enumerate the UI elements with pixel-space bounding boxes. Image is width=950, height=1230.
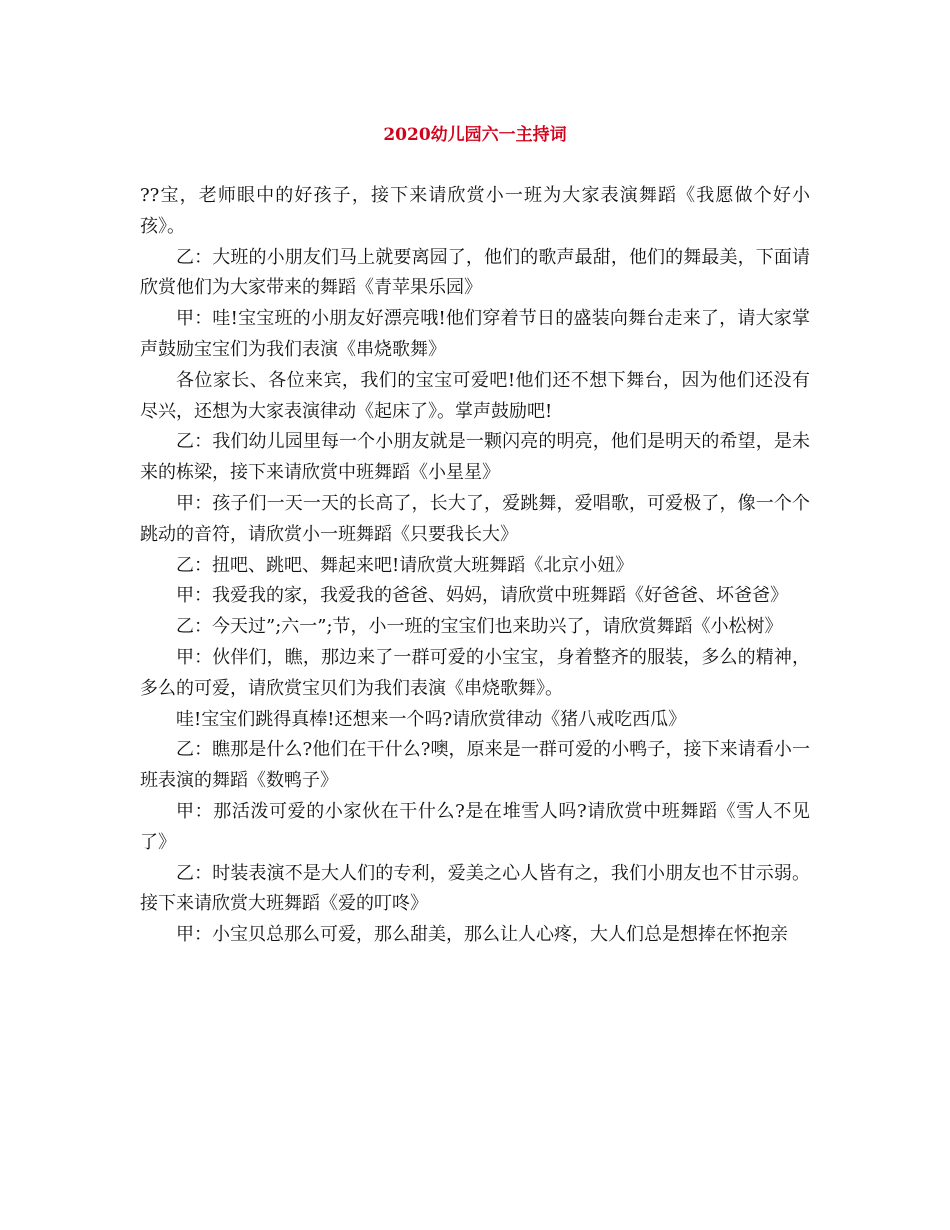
paragraph: 乙：时装表演不是大人们的专利，爱美之心人皆有之，我们小朋友也不甘示弱。接下来请欣赏大班舞蹈《爱的叮咚》 [140,862,810,915]
document-body [140,181,810,951]
paragraph: ??宝，老师眼中的好孩子，接下来请欣赏小一班为大家表演舞蹈《我愿做个好小孩》。 [140,185,810,237]
page-title: 2020幼儿园六一主持词 [383,125,567,145]
paragraph: 乙：我们幼儿园里每一个小朋友就是一颗闪亮的明亮，他们是明天的希望，是未来的栋梁，接下来请欣赏中班舞蹈《小星星》 [140,431,810,484]
paragraph: 甲：孩子们一天一天的长高了，长大了，爱跳舞，爱唱歌，可爱极了，像一个个跳动的音符，请欣赏小一班舞蹈《只要我长大》 [140,492,810,545]
paragraph: 甲：小宝贝总那么可爱，那么甜美，那么让人心疼，大人们总是想捧在怀抱亲 [176,924,788,946]
paragraph: 各位家长、各位来宾，我们的宝宝可爱吧!他们还不想下舞台，因为他们还没有尽兴，还想为大家表演律动《起床了》。掌声鼓励吧! [140,369,810,422]
paragraph: 甲：那活泼可爱的小家伙在干什么?是在堆雪人吗?请欣赏中班舞蹈《雪人不见了》 [140,800,810,853]
paragraph: 乙：瞧那是什么?他们在干什么?噢，原来是一群可爱的小鸭子，接下来请看小一班表演的舞蹈《数鸭子》 [140,739,810,792]
paragraph: 甲：我爱我的家，我爱我的爸爸、妈妈，请欣赏中班舞蹈《好爸爸、坏爸爸》 [176,585,788,607]
paragraph: 甲：哇!宝宝班的小朋友好漂亮哦!他们穿着节日的盛装向舞台走来了，请大家掌声鼓励宝宝们为我们表演《串烧歌舞》 [140,308,810,360]
paragraph: 甲：伙伴们，瞧，那边来了一群可爱的小宝宝，身着整齐的服装，多么的精神，多么的可爱，请欣赏宝贝们为我们表演《串烧歌舞》。 [140,646,810,699]
paragraph: 乙：扭吧、跳吧、舞起来吧!请欣赏大班舞蹈《北京小妞》 [176,554,634,576]
paragraph: 乙：大班的小朋友们马上就要离园了，他们的歌声最甜，他们的舞最美，下面请欣赏他们为大家带来的舞蹈《青苹果乐园》 [140,246,810,299]
paragraph: 哇!宝宝们跳得真棒!还想来一个吗?请欣赏律动《猪八戒吃西瓜》 [176,708,687,730]
paragraph: 乙：今天过”;六一”;节，小一班的宝宝们也来助兴了，请欣赏舞蹈《小松树》 [176,616,783,638]
